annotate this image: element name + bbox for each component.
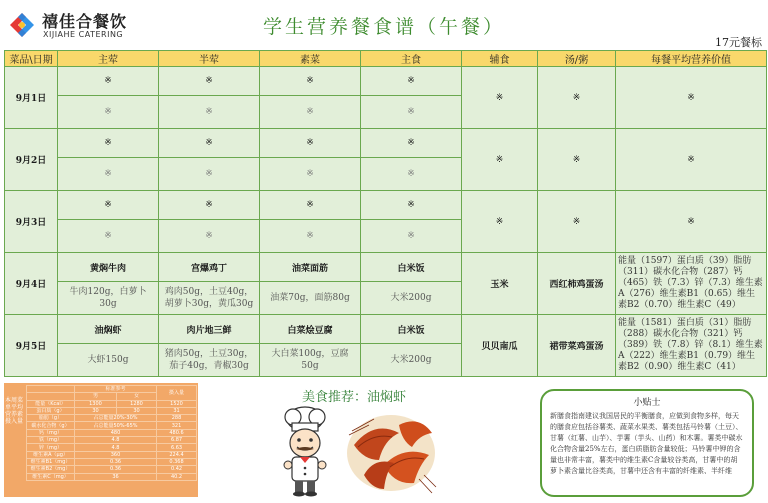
header-cell: 主荤 (58, 51, 159, 67)
placeholder-mark: ※ (361, 96, 462, 129)
placeholder-mark: ※ (260, 191, 361, 220)
reference-cell: 288 (157, 415, 197, 422)
header-cell: 每餐平均营养价值 (616, 51, 767, 67)
reference-row (27, 444, 197, 451)
reference-row (27, 415, 197, 422)
reference-cell: 钙（mg） (27, 429, 75, 436)
reference-row (27, 466, 197, 473)
tips-body: 新膳食指南建议我国居民的平衡膳食，应做到食物多样，每天的膳食应包括谷薯类、蔬菜水果类、薯类包括马铃薯（土豆）、甘薯（红薯、山芋）、芋薯（芋头、山药）和木薯。薯类中碳水化合物含量25%左右，蛋白质脂肪含量较低；马铃薯中钾的含量也非常丰富，薯类中的维生素C含量较谷类高，甘薯中的胡萝卜素含量比谷类高，甘薯中还含有丰富的纤维素、半纤维 (550, 412, 743, 475)
reference-cell: 1300 (75, 400, 117, 407)
price-label: 17元餐标 (715, 36, 762, 49)
chef-illustration (270, 405, 340, 497)
nutrition-value: 能量（1581）蛋白质（31）脂肪（288）碳水化合物（321）钙（389）铁（7.8）锌（8.1）维生素A（222）维生素B1（0.79）维生素B2（0.90）维生素C（41） (616, 315, 767, 377)
reference-cell: 女 (117, 393, 157, 400)
reference-cell: 脂肪（g） (27, 415, 75, 422)
reference-cell: 224.4 (157, 451, 197, 458)
reference-cell (27, 393, 75, 400)
dish-name: 油菜面筋 (260, 253, 361, 282)
placeholder-mark: ※ (58, 129, 159, 158)
reference-cell: 维生素A（μg） (27, 451, 75, 458)
reference-row (27, 422, 197, 429)
reference-cell: 维生素C（mg） (27, 473, 75, 480)
placeholder-mark: ※ (361, 191, 462, 220)
reference-header-row (27, 386, 197, 393)
date-cell: 9月2日 (5, 129, 58, 191)
placeholder-mark: ※ (616, 129, 767, 191)
reference-cell: 0.42 (157, 466, 197, 473)
placeholder-mark: ※ (538, 67, 616, 129)
menu-header-row (5, 51, 767, 67)
placeholder-mark: ※ (260, 129, 361, 158)
menu-table (4, 50, 767, 377)
placeholder-mark: ※ (538, 129, 616, 191)
header (0, 0, 768, 50)
dish-name: 黄焖牛肉 (58, 253, 159, 282)
placeholder-mark: ※ (462, 67, 538, 129)
placeholder-mark: ※ (159, 220, 260, 253)
reference-cell: 锌（mg） (27, 444, 75, 451)
header-cell: 菜品\日期 (5, 51, 58, 67)
reference-cell: 摄入量 (157, 386, 197, 401)
reference-cell: 6.87 (157, 437, 197, 444)
date-cell: 9月4日 (5, 253, 58, 315)
reference-row (27, 451, 197, 458)
reference-row (27, 473, 197, 480)
table-row (5, 253, 767, 282)
dish-name: 白菜烩豆腐 (260, 315, 361, 344)
soup-dish: 西红柿鸡蛋汤 (538, 253, 616, 315)
placeholder-mark: ※ (159, 158, 260, 191)
placeholder-mark: ※ (260, 220, 361, 253)
dish-name: 宫爆鸡丁 (159, 253, 260, 282)
reference-cell: 1280 (117, 400, 157, 407)
reference-cell: 40.2 (157, 473, 197, 480)
placeholder-mark: ※ (260, 96, 361, 129)
reference-cell: 31 (157, 407, 197, 414)
reference-cell: 0.36 (75, 458, 157, 465)
reference-cell: 4.8 (75, 437, 157, 444)
date-cell: 9月1日 (5, 67, 58, 129)
tips-panel (540, 389, 754, 497)
reference-side-label: 本周菜单平均营养素摄入量 (4, 397, 23, 425)
brand-name-en: XIJIAHE CATERING (43, 30, 124, 39)
nutrition-reference-panel (4, 383, 198, 497)
placeholder-mark: ※ (361, 220, 462, 253)
header-cell: 半荤 (159, 51, 260, 67)
reference-cell: 0.36 (75, 466, 157, 473)
dish-ingredients: 牛肉120g，白萝卜30g (58, 282, 159, 315)
placeholder-mark: ※ (260, 158, 361, 191)
placeholder-mark: ※ (159, 96, 260, 129)
bottom-section (0, 375, 768, 503)
placeholder-mark: ※ (159, 191, 260, 220)
reference-cell: 维生素B1（mg） (27, 458, 75, 465)
reference-cell: 男 (75, 393, 117, 400)
placeholder-mark: ※ (538, 191, 616, 253)
table-row (5, 315, 767, 344)
dish-ingredients: 鸡肉50g，土豆40g，胡萝卜30g，黄瓜30g (159, 282, 260, 315)
reference-cell: 铁（mg） (27, 437, 75, 444)
table-row (5, 129, 767, 158)
table-row (5, 67, 767, 96)
nutrition-value: 能量（1597）蛋白质（39）脂肪（311）碳水化合物（287）钙（465）铁（7.3）锌（7.3）维生素A（276）维生素B1（0.65）维生素B2（0.70）维生素C（49） (616, 253, 767, 315)
dish-ingredients: 大米200g (361, 344, 462, 377)
reference-cell: 30 (75, 407, 117, 414)
reference-cell: 1520 (157, 400, 197, 407)
dish-ingredients: 大白菜100g，豆腐50g (260, 344, 361, 377)
reference-row (27, 437, 197, 444)
header-cell: 素菜 (260, 51, 361, 67)
placeholder-mark: ※ (462, 191, 538, 253)
reference-cell: 321 (157, 422, 197, 429)
placeholder-mark: ※ (260, 67, 361, 96)
date-cell: 9月3日 (5, 191, 58, 253)
reference-cell: 480.6 (157, 429, 197, 436)
dish-name: 油焖虾 (58, 315, 159, 344)
nutrition-reference-table (26, 385, 197, 481)
reference-row (27, 407, 197, 414)
date-cell: 9月5日 (5, 315, 58, 377)
reference-cell: 36 (75, 473, 157, 480)
reference-cell: 30 (117, 407, 157, 414)
side-dish: 贝贝南瓜 (462, 315, 538, 377)
placeholder-mark: ※ (361, 158, 462, 191)
header-cell: 主食 (361, 51, 462, 67)
reference-row (27, 458, 197, 465)
reference-cell (27, 386, 75, 393)
reference-row (27, 400, 197, 407)
reference-cell: 碳水化合物（g） (27, 422, 75, 429)
placeholder-mark: ※ (462, 129, 538, 191)
placeholder-mark: ※ (159, 67, 260, 96)
reference-cell: 360 (75, 451, 157, 458)
reference-cell: 480 (75, 429, 157, 436)
dish-name: 白米饭 (361, 253, 462, 282)
dish-ingredients: 大虾150g (58, 344, 159, 377)
placeholder-mark: ※ (58, 158, 159, 191)
placeholder-mark: ※ (58, 220, 159, 253)
braised-shrimp-photo (344, 405, 438, 495)
header-cell: 汤/粥 (538, 51, 616, 67)
reference-row (27, 429, 197, 436)
dish-ingredients: 大米200g (361, 282, 462, 315)
tips-title: 小贴士 (633, 398, 661, 408)
placeholder-mark: ※ (58, 191, 159, 220)
dish-ingredients: 猪肉50g，土豆30g，茄子40g，青椒30g (159, 344, 260, 377)
placeholder-mark: ※ (58, 96, 159, 129)
reference-cell: 0.368 (157, 458, 197, 465)
brand-name-cn: 禧佳合餐饮 (42, 12, 128, 31)
dish-name: 肉片地三鲜 (159, 315, 260, 344)
reference-cell: 标准参考 (75, 386, 157, 393)
reference-cell: 占总能量50%-65% (75, 422, 157, 429)
reference-cell: 能量（Kcal） (27, 400, 75, 407)
placeholder-mark: ※ (159, 129, 260, 158)
dish-ingredients: 油菜70g，面筋80g (260, 282, 361, 315)
placeholder-mark: ※ (361, 67, 462, 96)
dish-name: 白米饭 (361, 315, 462, 344)
soup-dish: 裙带菜鸡蛋汤 (538, 315, 616, 377)
placeholder-mark: ※ (361, 129, 462, 158)
side-dish: 玉米 (462, 253, 538, 315)
reference-cell: 维生素B2（mg） (27, 466, 75, 473)
placeholder-mark: ※ (616, 191, 767, 253)
recommend-title: 美食推荐：油焖虾 (302, 390, 407, 405)
placeholder-mark: ※ (58, 67, 159, 96)
page-title: 学生营养餐食谱（午餐） (262, 16, 505, 38)
header-cell: 辅食 (462, 51, 538, 67)
table-row (5, 191, 767, 220)
reference-cell: 蛋白质（g） (27, 407, 75, 414)
placeholder-mark: ※ (616, 67, 767, 129)
reference-cell: 6.63 (157, 444, 197, 451)
reference-cell: 占总能量20%-30% (75, 415, 157, 422)
reference-cell: 4.8 (75, 444, 157, 451)
